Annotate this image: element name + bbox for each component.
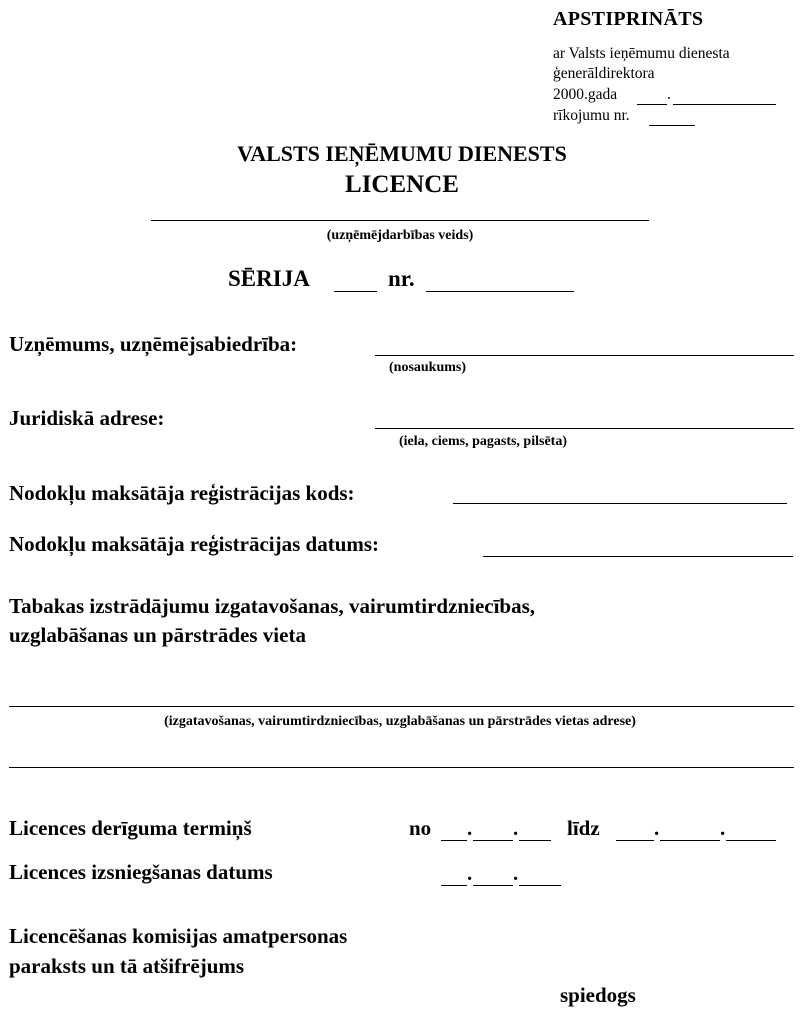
stamp-label: spiedogs — [560, 983, 636, 1007]
validity-to-month[interactable] — [660, 840, 720, 841]
series-label: SĒRIJA — [228, 266, 310, 291]
validity-to-day[interactable] — [616, 840, 654, 841]
tax-code-blank[interactable] — [453, 503, 787, 504]
address-caption: (iela, ciems, pagasts, pilsēta) — [399, 434, 567, 449]
activity-type-blank[interactable] — [151, 220, 649, 221]
validity-to-label: līdz — [567, 816, 600, 840]
issue-year-blank[interactable] — [519, 885, 561, 886]
official-label-2: paraksts un tā atšifrējums — [9, 954, 245, 978]
issue-month-blank[interactable] — [473, 885, 513, 886]
validity-from-dot-1: . — [467, 816, 473, 840]
issue-date-label: Licences izsniegšanas datums — [9, 860, 273, 884]
validity-to-year[interactable] — [726, 840, 776, 841]
approval-line-1: ar Valsts ieņēmumu dienesta — [553, 45, 730, 62]
tax-date-label: Nodokļu maksātāja reģistrācijas datums: — [9, 532, 380, 556]
validity-from-label: no — [409, 816, 432, 840]
series-nr-blank[interactable] — [426, 291, 574, 292]
place-caption: (izgatavošanas, vairumtirdzniecības, uzglabāšanas un pārstrādes vietas adrese) — [164, 714, 636, 729]
issue-dot-1: . — [467, 861, 473, 885]
company-label: Uzņēmums, uzņēmējsabiedrība: — [9, 332, 298, 356]
company-name-blank[interactable] — [375, 355, 794, 356]
validity-from-dot-2: . — [513, 816, 519, 840]
place-address-blank-2[interactable] — [9, 767, 794, 768]
place-label-1: Tabakas izstrādājumu izgatavošanas, vairumtirdzniecības, — [9, 594, 536, 618]
validity-from-month[interactable] — [473, 840, 513, 841]
agency-heading: VALSTS IEŅĒMUMU DIENESTS — [237, 141, 567, 166]
approval-dot: . — [667, 86, 671, 103]
validity-from-year[interactable] — [519, 840, 551, 841]
issue-day-blank[interactable] — [441, 885, 467, 886]
tax-code-label: Nodokļu maksātāja reģistrācijas kods: — [9, 481, 355, 505]
official-label-1: Licencēšanas komisijas amatpersonas — [9, 924, 348, 948]
approval-order-blank[interactable] — [649, 125, 695, 126]
company-caption: (nosaukums) — [389, 360, 467, 375]
validity-label: Licences derīguma termiņš — [9, 816, 252, 840]
place-address-blank[interactable] — [9, 706, 794, 707]
series-blank[interactable] — [334, 291, 377, 292]
approval-title: APSTIPRINĀTS — [553, 8, 704, 30]
approval-month-blank[interactable] — [673, 104, 776, 105]
approval-line-2: ģenerāldirektora — [553, 65, 655, 82]
tax-date-blank[interactable] — [483, 556, 793, 557]
place-label-2: uzglabāšanas un pārstrādes vieta — [9, 623, 306, 647]
validity-to-dot-1: . — [654, 816, 660, 840]
activity-caption: (uzņēmējdarbības veids) — [326, 228, 474, 243]
approval-day-blank[interactable] — [637, 104, 667, 105]
series-nr-label: nr. — [388, 266, 415, 291]
address-label: Juridiskā adrese: — [9, 406, 165, 430]
approval-line-3: 2000.gada — [553, 86, 618, 103]
validity-from-day[interactable] — [441, 840, 467, 841]
address-blank[interactable] — [375, 428, 794, 429]
document-title: LICENCE — [345, 171, 459, 198]
approval-line-4: rīkojumu nr. — [553, 107, 630, 124]
validity-to-dot-2: . — [720, 816, 726, 840]
issue-dot-2: . — [513, 861, 519, 885]
